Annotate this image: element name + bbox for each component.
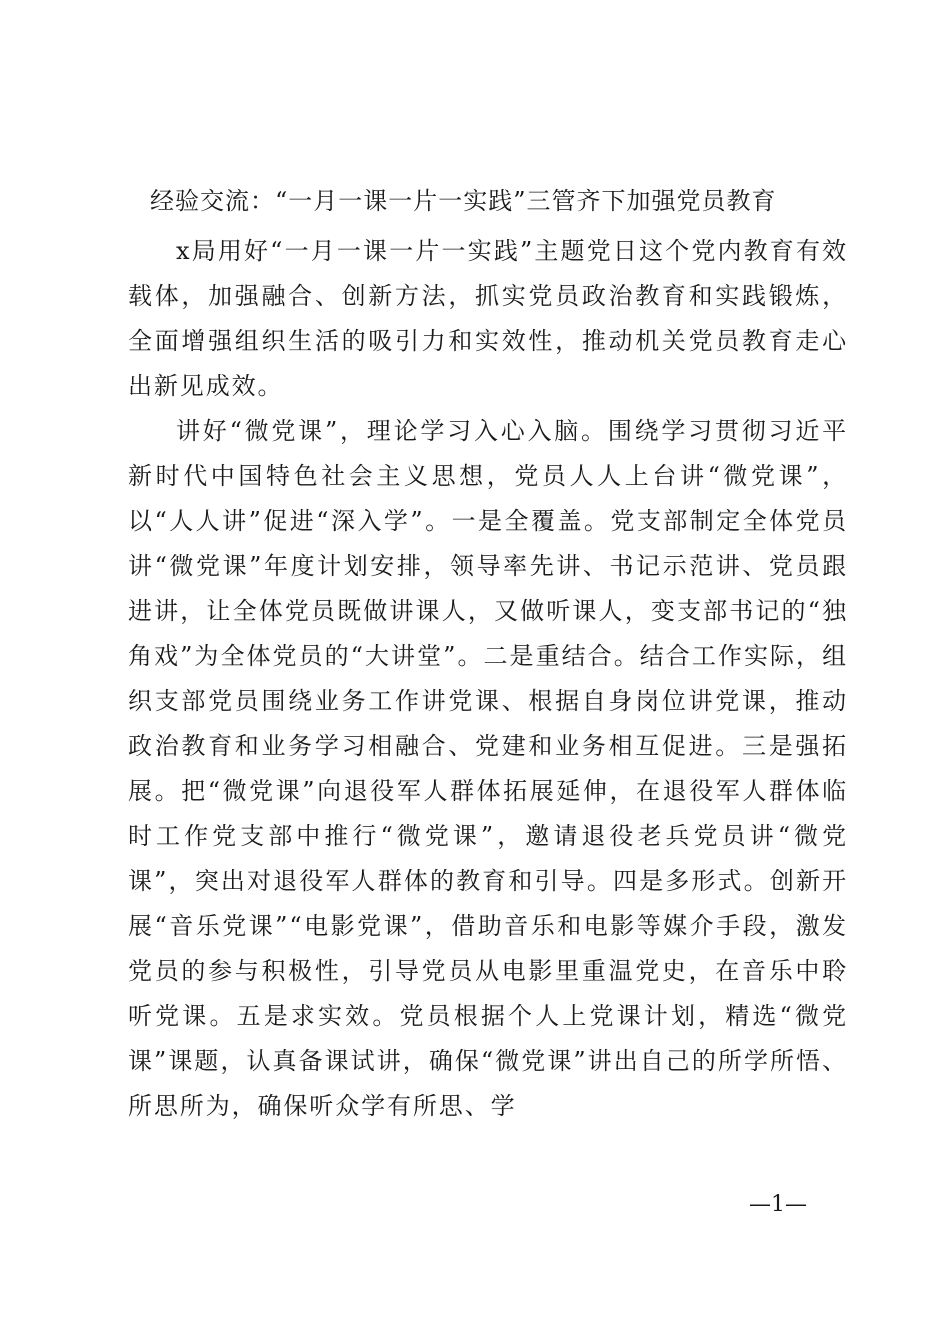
document-title: 经验交流：“一月一课一片一实践”三管齐下加强党员教育 bbox=[150, 187, 777, 215]
paragraph-intro: x局用好“一月一课一片一实践”主题党日这个党内教育有效载体，加强融合、创新方法，抓实党员政治教育和实践锻炼，全面增强组织生活的吸引力和实效性，推动机关党员教育走心出新见成效。 bbox=[128, 237, 848, 400]
paragraph-micro-party-lesson: 讲好“微党课”，理论学习入心入脑。围绕学习贯彻习近平新时代中国特色社会主义思想，党员人人上台讲“微党课”，以“人人讲”促进“深入学”。一是全覆盖。党支部制定全体党员讲“微党课”年度计划安排，领导率先讲、书记示范讲、党员跟进讲，让全体党员既做讲课人，又做听课人，变支部书记的“独角戏”为全体党员的“大讲堂”。二是重结合。结合工作实际，组织支部党员围绕业务工作讲党课、根据自身岗位讲党课，推动政治教育和业务学习相融合、党建和业务相互促进。三是强拓展。把“微党课”向退役军人群体拓展延伸，在退役军人群体临时工作党支部中推行“微党课”，邀请退役老兵党员讲“微党课”，突出对退役军人群体的教育和引导。四是多形式。创新开展“音乐党课”“电影党课”，借助音乐和电影等媒介手段，激发党员的参与积极性，引导党员从电影里重温党史，在音乐中聆听党课。五是求实效。党员根据个人上党课计划，精选“微党课”课题，认真备课试讲，确保“微党课”讲出自己的所学所悟、所思所为，确保听众学有所思、学 bbox=[128, 417, 848, 1120]
page-number: —1— bbox=[749, 1192, 807, 1217]
document-body bbox=[128, 229, 848, 1129]
